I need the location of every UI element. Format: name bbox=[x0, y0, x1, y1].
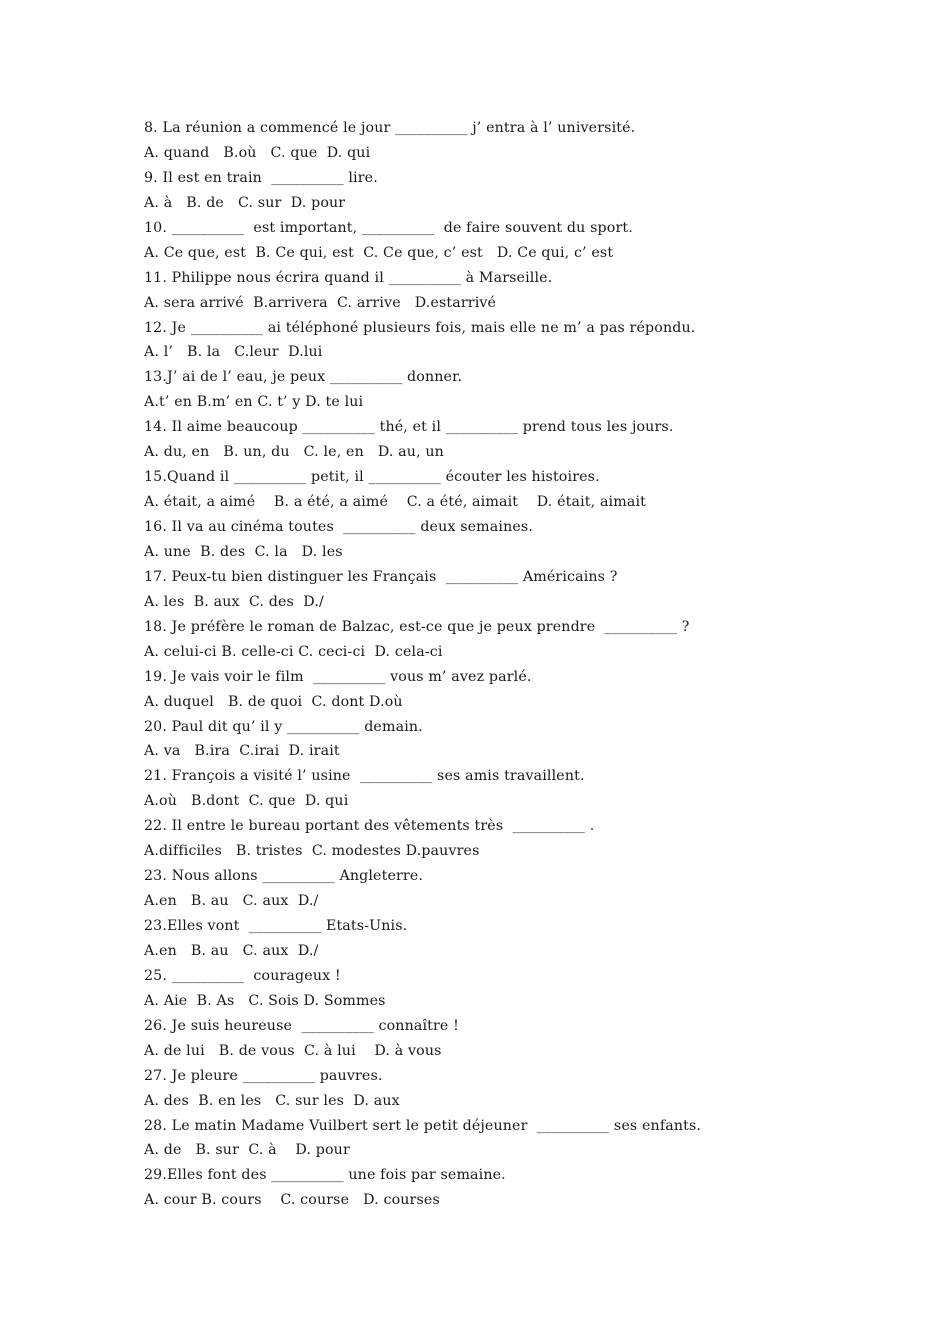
answer-options: A.en B. au C. aux D./ bbox=[144, 893, 319, 910]
answer-options: A. à B. de C. sur D. pour bbox=[144, 194, 346, 211]
answer-options: A. était, a aimé B. a été, a aimé C. a été, aimait D. était, aimait bbox=[144, 494, 646, 511]
question-text: 16. Il va au cinéma toutes __________ deux semaines. bbox=[144, 519, 534, 535]
answer-options: A. Ce que, est B. Ce qui, est C. Ce que, c’ est D. Ce qui, c’ est bbox=[144, 244, 614, 261]
question-text: 23. Nous allons __________ Angleterre. bbox=[144, 868, 424, 885]
question-text: 21. François a visité l’ usine __________ ses amis travaillent. bbox=[144, 768, 585, 785]
answer-options: A. sera arrivé B.arrivera C. arrive D.estarrivé bbox=[144, 294, 497, 311]
answer-options: A. quand B.où C. que D. qui bbox=[144, 144, 371, 161]
answer-options: A. cour B. cours C. course D. courses bbox=[144, 1192, 440, 1209]
question-text: 8. La réunion a commencé le jour __________ j’ entra à l’ université. bbox=[144, 120, 636, 136]
question-text: 17. Peux-tu bien distinguer les Français __________ Américains ? bbox=[144, 568, 618, 585]
answer-options: A. celui-ci B. celle-ci C. ceci-ci D. cela-ci bbox=[144, 643, 443, 660]
answer-options: A. de B. sur C. à D. pour bbox=[144, 1142, 350, 1159]
answer-options: A. du, en B. un, du C. le, en D. au, un bbox=[144, 444, 444, 461]
question-text: 23.Elles vont __________ Etats-Unis. bbox=[144, 918, 408, 934]
answer-options: A. Aie B. As C. Sois D. Sommes bbox=[144, 992, 386, 1009]
question-text: 13.J’ ai de l’ eau, je peux __________ donner. bbox=[144, 369, 463, 386]
answer-options: A. de lui B. de vous C. à lui D. à vous bbox=[144, 1042, 442, 1059]
answer-options: A. des B. en les C. sur les D. aux bbox=[144, 1092, 400, 1109]
question-text: 28. Le matin Madame Vuilbert sert le petit déjeuner __________ ses enfants. bbox=[144, 1117, 702, 1134]
answer-options: A.t’ en B.m’ en C. t’ y D. te lui bbox=[144, 394, 364, 411]
exercise-list bbox=[144, 116, 844, 1213]
answer-options: A. duquel B. de quoi C. dont D.où bbox=[144, 693, 403, 710]
question-text: 26. Je suis heureuse __________ connaître ! bbox=[144, 1017, 459, 1034]
answer-options: A. une B. des C. la D. les bbox=[144, 543, 343, 560]
answer-options: A.difficiles B. tristes C. modestes D.pauvres bbox=[144, 843, 480, 860]
answer-options: A. va B.ira C.irai D. irait bbox=[144, 743, 340, 760]
question-text: 15.Quand il __________ petit, il __________ écouter les histoires. bbox=[144, 469, 600, 486]
question-text: 29.Elles font des __________ une fois par semaine. bbox=[144, 1167, 506, 1184]
question-text: 20. Paul dit qu’ il y __________ demain. bbox=[144, 718, 423, 735]
question-text: 27. Je pleure __________ pauvres. bbox=[144, 1067, 383, 1084]
question-text: 18. Je préfère le roman de Balzac, est-ce que je peux prendre __________ ? bbox=[144, 618, 690, 635]
answer-options: A. l’ B. la C.leur D.lui bbox=[144, 344, 323, 361]
answer-options: A.où B.dont C. que D. qui bbox=[144, 793, 349, 810]
question-text: 25. __________ courageux ! bbox=[144, 967, 341, 984]
question-text: 10. __________ est important, __________ de faire souvent du sport. bbox=[144, 219, 633, 236]
answer-options: A.en B. au C. aux D./ bbox=[144, 942, 319, 959]
question-text: 9. Il est en train __________ lire. bbox=[144, 169, 378, 186]
question-text: 11. Philippe nous écrira quand il __________ à Marseille. bbox=[144, 269, 553, 286]
question-text: 22. Il entre le bureau portant des vêtements très __________ . bbox=[144, 818, 595, 835]
question-text: 12. Je __________ ai téléphoné plusieurs fois, mais elle ne m’ a pas répondu. bbox=[144, 319, 696, 336]
answer-options: A. les B. aux C. des D./ bbox=[144, 593, 324, 610]
question-text: 19. Je vais voir le film __________ vous m’ avez parlé. bbox=[144, 668, 532, 685]
question-text: 14. Il aime beaucoup __________ thé, et il __________ prend tous les jours. bbox=[144, 419, 674, 436]
